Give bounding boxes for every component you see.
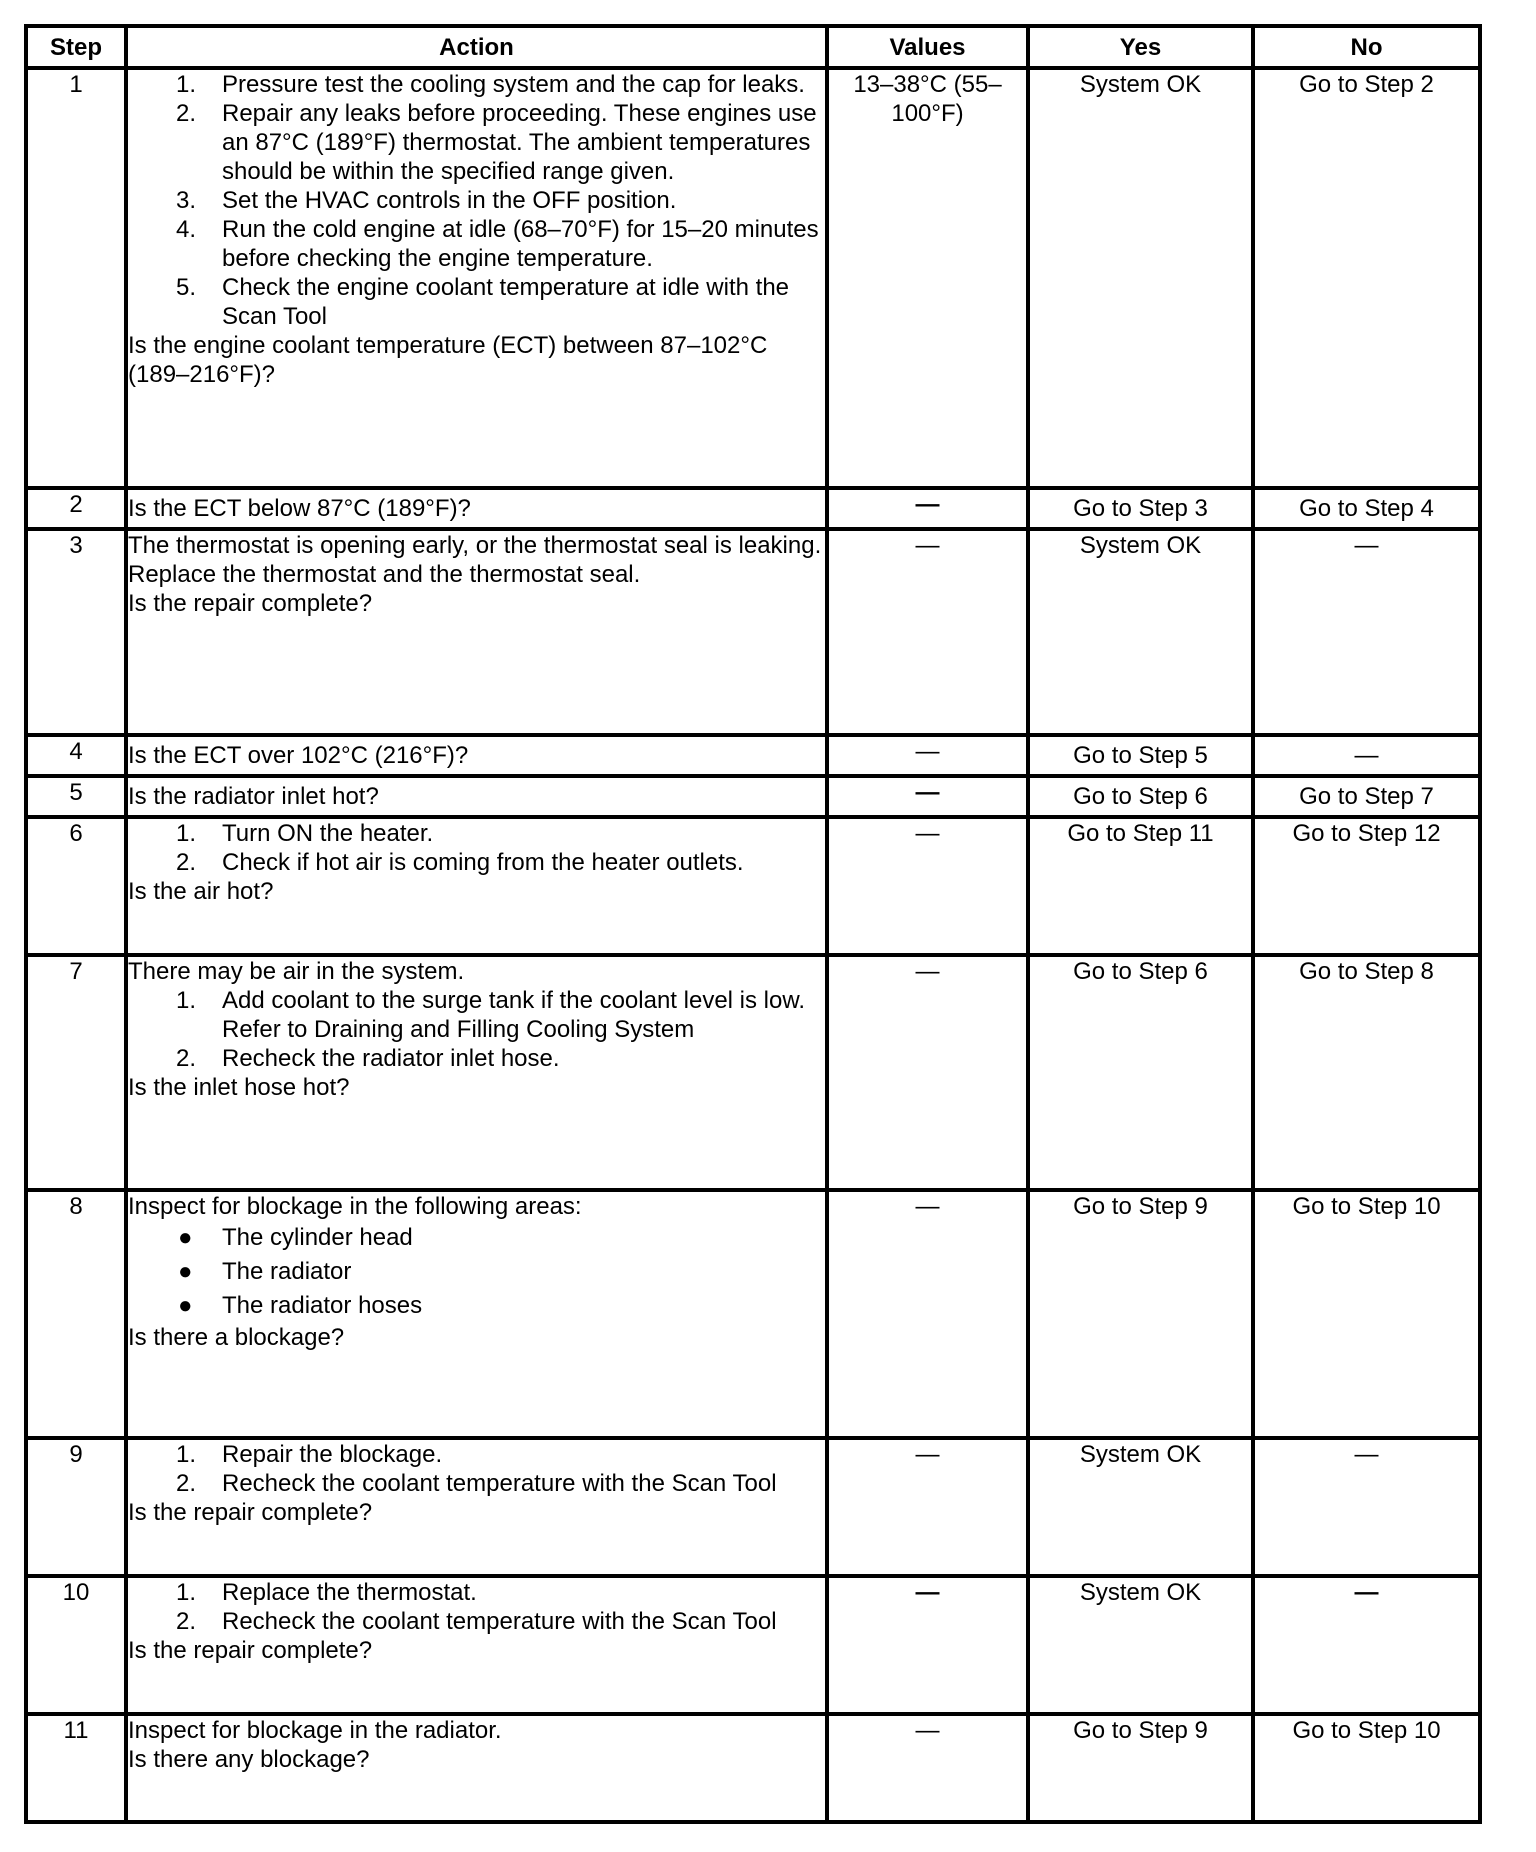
list-text: Recheck the coolant temperature with the Scan Tool [222,1470,777,1497]
action-cell [126,1576,827,1714]
step-number: 11 [26,1714,126,1822]
values-cell: — [827,955,1028,1190]
list-text: Set the HVAC controls in the OFF position. [222,187,677,214]
table-row [26,68,1480,488]
list-number: 5. [176,274,197,301]
action-cell [126,1190,827,1438]
table-row [26,817,1480,955]
numbered-list [128,1578,825,1636]
table-row [26,1714,1480,1822]
header-no: No [1253,26,1480,68]
values-cell [827,488,1028,529]
step-number: 9 [26,1438,126,1576]
dash: — [1354,1579,1379,1606]
list-item [128,70,825,99]
list-text: The cylinder head [222,1224,413,1251]
numbered-list [128,70,825,331]
action-cell [126,955,827,1190]
table-row [26,735,1480,776]
table-row [26,1576,1480,1714]
yes-cell: Go to Step 5 [1028,735,1253,776]
list-item [128,1289,825,1323]
list-text: Run the cold engine at idle (68–70°F) for 15–20 minutes before checking the engine temperature. [222,216,819,272]
table-row [26,1190,1480,1438]
list-text: Recheck the radiator inlet hose. [222,1045,560,1072]
bullet-icon: ● [178,1224,193,1251]
step-number: 5 [26,776,126,817]
list-item [128,99,825,186]
list-item [128,1255,825,1289]
list-item [128,1469,825,1498]
question-text: Is the radiator inlet hot? [126,776,827,817]
no-cell: Go to Step 4 [1253,488,1480,529]
header-row [26,26,1480,68]
list-number: 1. [176,71,197,98]
list-item [128,986,825,1044]
list-number: 2. [176,1608,197,1635]
yes-cell: Go to Step 6 [1028,955,1253,1190]
no-cell: Go to Step 10 [1253,1714,1480,1822]
list-item [128,1440,825,1469]
action-cell [126,1438,827,1576]
diagnostic-table [24,24,1482,1824]
yes-cell: Go to Step 9 [1028,1190,1253,1438]
table-row [26,529,1480,735]
question-text: Is there any blockage? [128,1746,370,1773]
intro-text: Inspect for blockage in the radiator. [128,1717,502,1744]
list-text: Repair any leaks before proceeding. These engines use an 87°C (189°F) thermostat. The ambient temperatures should be within the specified range given. [222,100,817,185]
values-cell: — [827,1190,1028,1438]
question-text: Is the inlet hose hot? [128,1074,350,1101]
list-item [128,1607,825,1636]
no-cell: Go to Step 2 [1253,68,1480,488]
yes-cell: System OK [1028,1576,1253,1714]
list-text: Add coolant to the surge tank if the coolant level is low. Refer to Draining and Filling Cooling System [222,987,806,1043]
list-text: Turn ON the heater. [222,820,434,847]
values-cell: — [827,1714,1028,1822]
header-yes: Yes [1028,26,1253,68]
no-cell: Go to Step 10 [1253,1190,1480,1438]
intro-text: There may be air in the system. [128,958,465,985]
no-cell: — [1253,529,1480,735]
list-number: 1. [176,820,197,847]
table-row [26,488,1480,529]
numbered-list [128,986,825,1073]
numbered-list [128,1440,825,1498]
question-text: Is the repair complete? [128,1637,373,1664]
step-number: 4 [26,735,126,776]
values-cell: — [827,529,1028,735]
yes-cell: Go to Step 9 [1028,1714,1253,1822]
values-cell: — [827,817,1028,955]
no-cell: Go to Step 8 [1253,955,1480,1190]
values-cell: 13–38°C (55–100°F) [827,68,1028,488]
header-values: Values [827,26,1028,68]
list-number: 3. [176,187,197,214]
list-text: Repair the blockage. [222,1441,443,1468]
step-number: 3 [26,529,126,735]
values-cell [827,1576,1028,1714]
list-item [128,273,825,331]
dash: — [915,491,940,518]
yes-cell: Go to Step 11 [1028,817,1253,955]
yes-cell: System OK [1028,529,1253,735]
list-item [128,819,825,848]
action-cell [126,529,827,735]
no-cell: Go to Step 12 [1253,817,1480,955]
question-text: Is the engine coolant temperature (ECT) between 87–102°C (189–216°F)? [128,332,768,388]
action-cell [126,68,827,488]
question-text: Is the air hot? [128,878,274,905]
no-cell: — [1253,1438,1480,1576]
no-cell [1253,1576,1480,1714]
list-text: Check if hot air is coming from the heater outlets. [222,849,744,876]
list-number: 2. [176,100,197,127]
dash: — [915,1579,940,1606]
action-cell [126,1714,827,1822]
step-number: 8 [26,1190,126,1438]
values-cell: — [827,735,1028,776]
table-row [26,776,1480,817]
list-item [128,1578,825,1607]
yes-cell: System OK [1028,68,1253,488]
question-text: Is the repair complete? [128,1499,373,1526]
header-step: Step [26,26,126,68]
step-number: 1 [26,68,126,488]
list-text: Recheck the coolant temperature with the Scan Tool [222,1608,777,1635]
list-number: 4. [176,216,197,243]
list-number: 1. [176,1441,197,1468]
step-number: 10 [26,1576,126,1714]
question-text: Is the ECT over 102°C (216°F)? [126,735,827,776]
values-cell [827,776,1028,817]
bullet-icon: ● [178,1258,193,1285]
step-number: 7 [26,955,126,1190]
list-number: 2. [176,1045,197,1072]
list-text: Replace the thermostat. [222,1579,477,1606]
table-row [26,1438,1480,1576]
question-text: Is the ECT below 87°C (189°F)? [126,488,827,529]
list-item [128,215,825,273]
list-item [128,848,825,877]
dash: — [915,779,940,806]
header-action: Action [126,26,827,68]
question-text: Is there a blockage? [128,1324,345,1351]
list-text: The radiator hoses [222,1292,423,1319]
list-number: 2. [176,849,197,876]
list-item [128,1221,825,1255]
list-item [128,186,825,215]
bullet-list [128,1221,825,1323]
table-row [26,955,1480,1190]
yes-cell: System OK [1028,1438,1253,1576]
yes-cell: Go to Step 6 [1028,776,1253,817]
list-number: 1. [176,987,197,1014]
intro-text: Inspect for blockage in the following areas: [128,1193,582,1220]
step-number: 6 [26,817,126,955]
values-cell: — [827,1438,1028,1576]
list-number: 2. [176,1470,197,1497]
no-cell: Go to Step 7 [1253,776,1480,817]
numbered-list [128,819,825,877]
question-text: Is the repair complete? [128,590,373,617]
list-text: Pressure test the cooling system and the cap for leaks. [222,71,805,98]
intro-text: The thermostat is opening early, or the thermostat seal is leaking. [128,532,822,559]
list-text: The radiator [222,1258,352,1285]
list-text: Check the engine coolant temperature at idle with the Scan Tool [222,274,790,330]
list-number: 1. [176,1579,197,1606]
no-cell: — [1253,735,1480,776]
step-number: 2 [26,488,126,529]
list-item [128,1044,825,1073]
bullet-icon: ● [178,1292,193,1319]
action-cell [126,817,827,955]
yes-cell: Go to Step 3 [1028,488,1253,529]
instruction-text: Replace the thermostat and the thermostat seal. [128,561,641,588]
